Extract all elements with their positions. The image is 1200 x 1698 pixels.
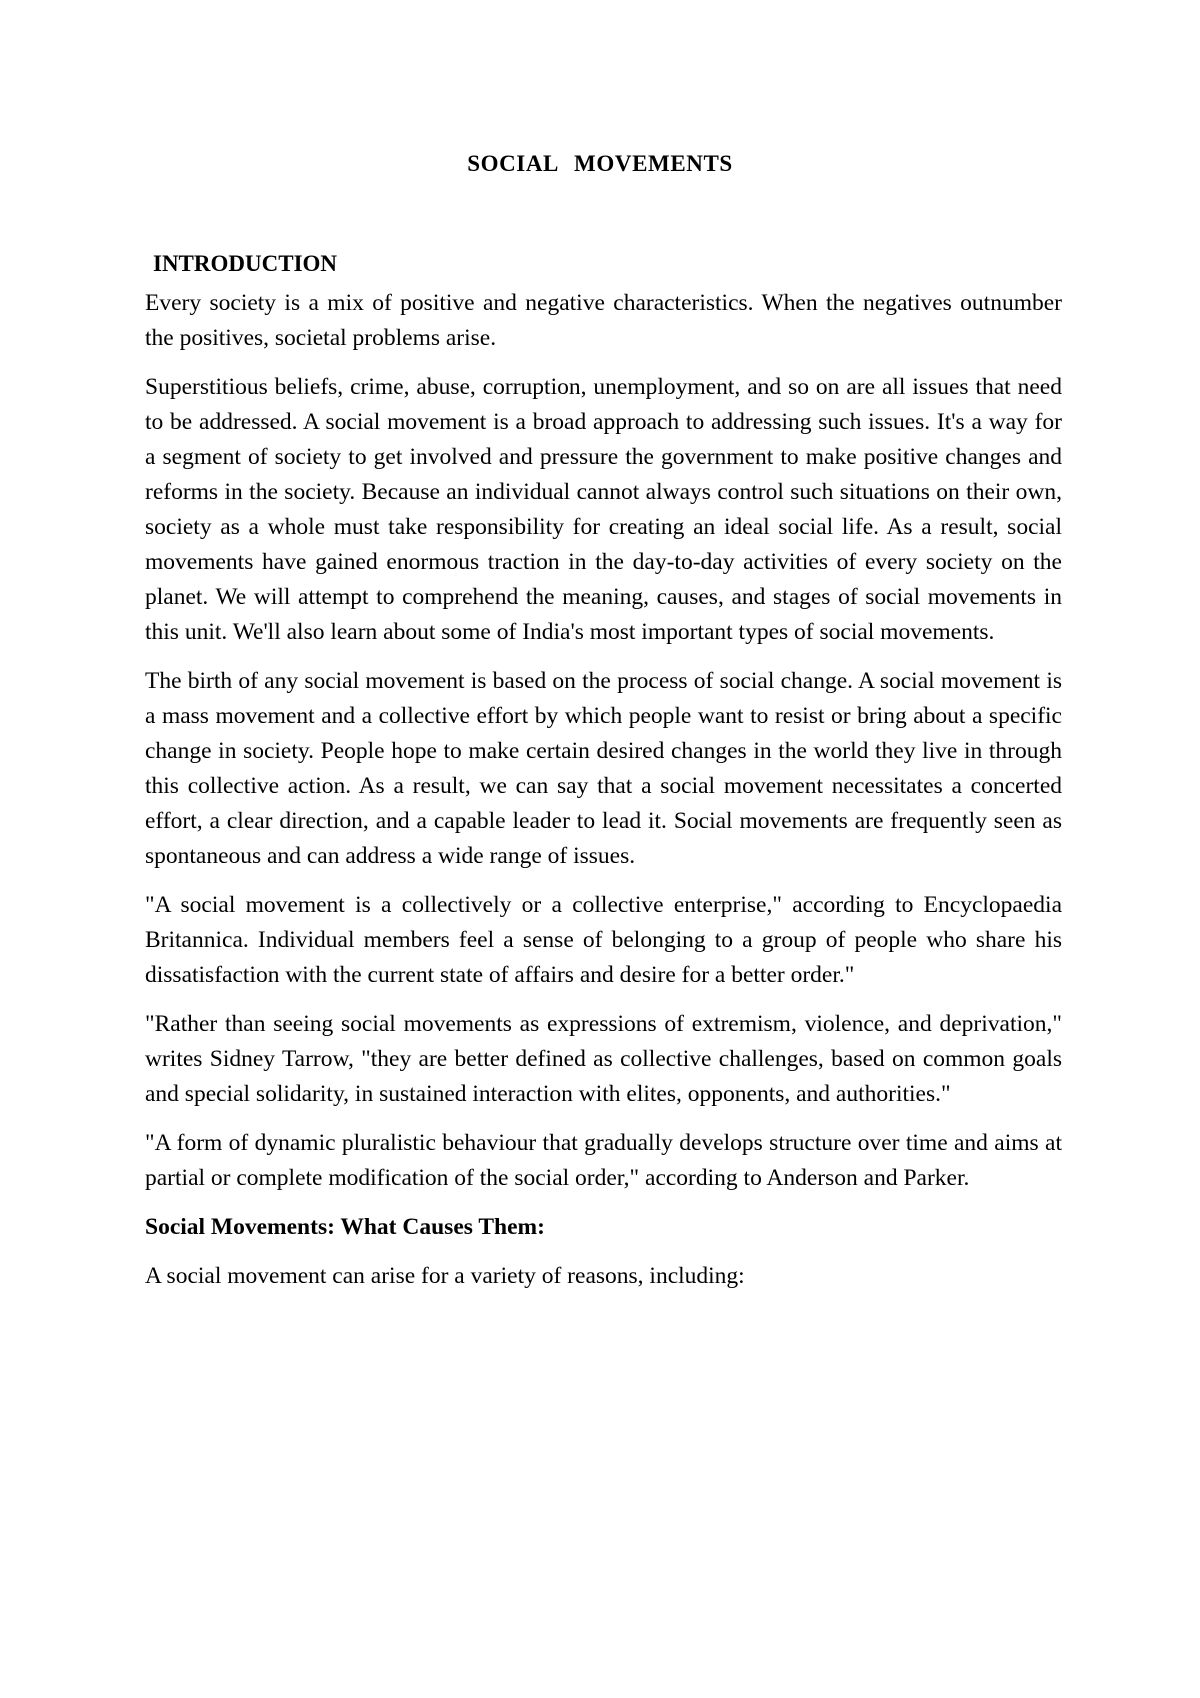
paragraph-causes-intro: A social movement can arise for a variety of reasons, including: (145, 1263, 745, 1289)
document-body (145, 250, 1062, 1308)
document-title: SOCIAL MOVEMENTS (467, 151, 733, 176)
paragraph-anderson-parker-quote: "A form of dynamic pluralistic behaviour that gradually develops structure over time and aims at partial or complete modification of the social order," according to Anderson and Parker. (145, 1130, 1062, 1191)
paragraph-birth-of-movement: The birth of any social movement is based on the process of social change. A social movement is a mass movement and a collective effort by which people want to resist or bring about a specific change in society. People hope to make certain desired changes in the world they live in through this collective action. As a result, we can say that a social movement necessitates a concerted effort, a clear direction, and a capable leader to lead it. Social movements are frequently seen as spontaneous and can address a wide range of issues. (145, 668, 1062, 869)
paragraph-tarrow-quote: "Rather than seeing social movements as expressions of extremism, violence, and deprivation," writes Sidney Tarrow, "they are better defined as collective challenges, based on common goals and special solidarity, in sustained interaction with elites, opponents, and authorities." (145, 1011, 1062, 1107)
paragraph-britannica-quote: "A social movement is a collectively or a collective enterprise," according to Encyclopaedia Britannica. Individual members feel a sense of belonging to a group of people who share his dissatisfaction with the current state of affairs and desire for a better order." (145, 892, 1062, 988)
paragraph-society-mix: Every society is a mix of positive and negative characteristics. When the negatives outnumber the positives, societal problems arise. (145, 290, 1062, 351)
section-heading-causes: Social Movements: What Causes Them: (145, 1214, 545, 1240)
section-heading-introduction: INTRODUCTION (153, 251, 338, 276)
paragraph-issues: Superstitious beliefs, crime, abuse, corruption, unemployment, and so on are all issues that need to be addressed. A social movement is a broad approach to addressing such issues. It's a way for a segment of society to get involved and pressure the government to make positive changes and reforms in the society. Because an individual cannot always control such situations on their own, society as a whole must take responsibility for creating an ideal social life. As a result, social movements have gained enormous traction in the day-to-day activities of every society on the planet. We will attempt to comprehend the meaning, causes, and stages of social movements in this unit. We'll also learn about some of India's most important types of social movements. (145, 374, 1062, 645)
